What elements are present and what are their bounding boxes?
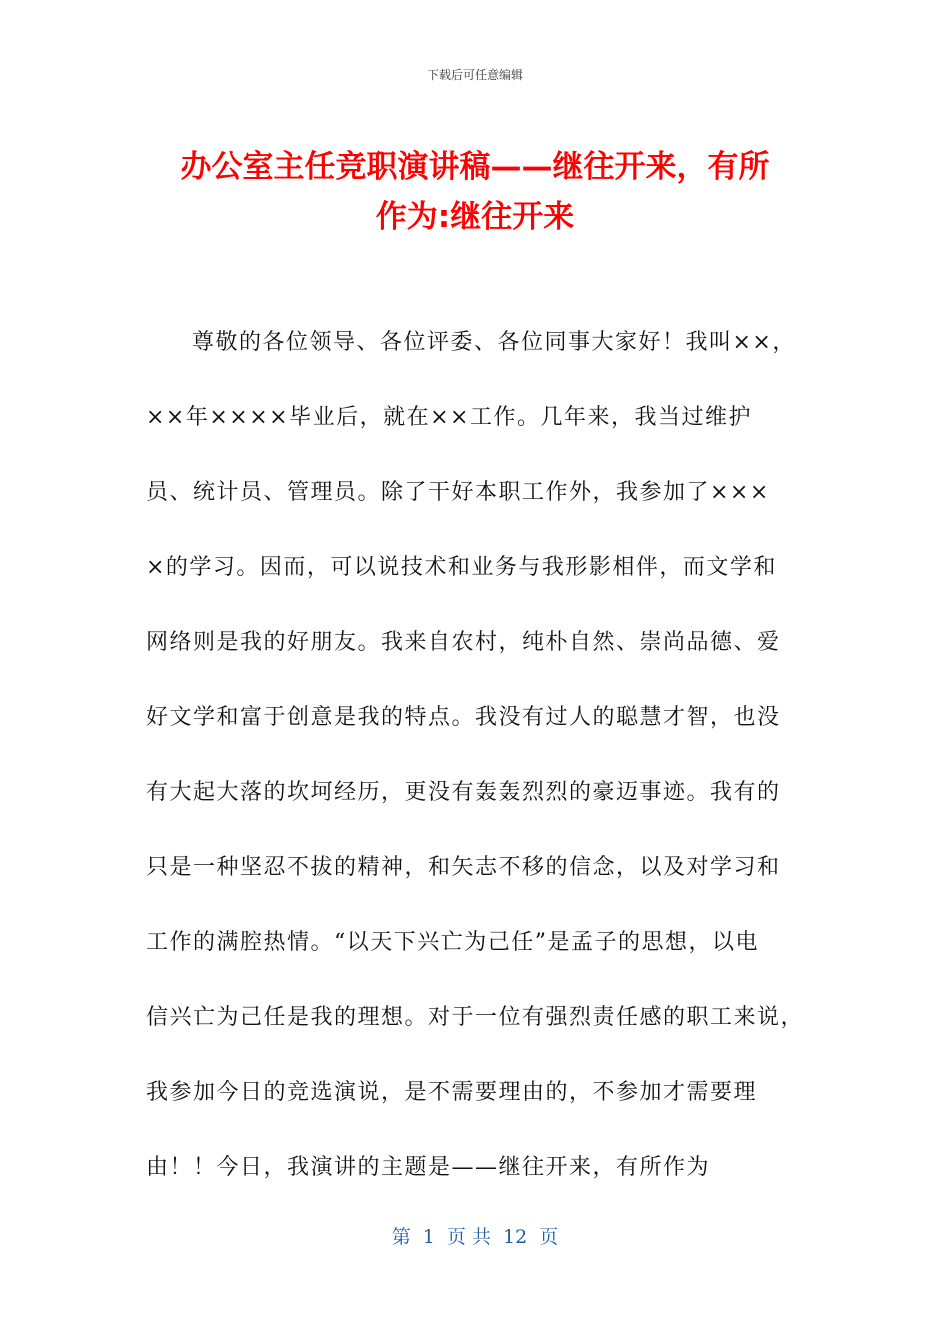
body-line: 我参加今日的竞选演说，是不需要理由的，不参加才需要理 <box>146 1080 758 1105</box>
body-line: 信兴亡为己任是我的理想。对于一位有强烈责任感的职工来说， <box>146 1005 805 1030</box>
body-line: 工作的满腔热情。“以天下兴亡为己任”是孟子的思想，以电 <box>146 930 759 955</box>
body-line: 尊敬的各位领导、各位评委、各位同事大家好！我叫××， <box>192 330 796 355</box>
body-line: ××年××××毕业后，就在××工作。几年来，我当过维护 <box>146 405 752 430</box>
body-text <box>146 318 806 1218</box>
body-line: 有大起大落的坎坷经历，更没有轰轰烈烈的豪迈事迹。我有的 <box>146 780 781 805</box>
page-number: 第 1 页 共 12 页 <box>391 1226 559 1248</box>
title-line-1: 办公室主任竞职演讲稿——继往开来，有所 <box>180 149 770 185</box>
title-line-2: 作为:继往开来 <box>375 199 575 235</box>
body-line: 员、统计员、管理员。除了干好本职工作外，我参加了××× <box>146 480 770 505</box>
document-title <box>120 142 830 242</box>
body-line: 网络则是我的好朋友。我来自农村，纯朴自然、崇尚品德、爱 <box>146 630 781 655</box>
body-line: 只是一种坚忍不拔的精神，和矢志不移的信念，以及对学习和 <box>146 855 781 880</box>
header-note: 下载后可任意编辑 <box>426 68 523 82</box>
body-line: 由！！今日，我演讲的主题是——继往开来，有所作为 <box>146 1155 711 1180</box>
body-line: ×的学习。因而，可以说技术和业务与我形影相伴，而文学和 <box>146 555 777 580</box>
body-line: 好文学和富于创意是我的特点。我没有过人的聪慧才智，也没 <box>146 705 781 730</box>
